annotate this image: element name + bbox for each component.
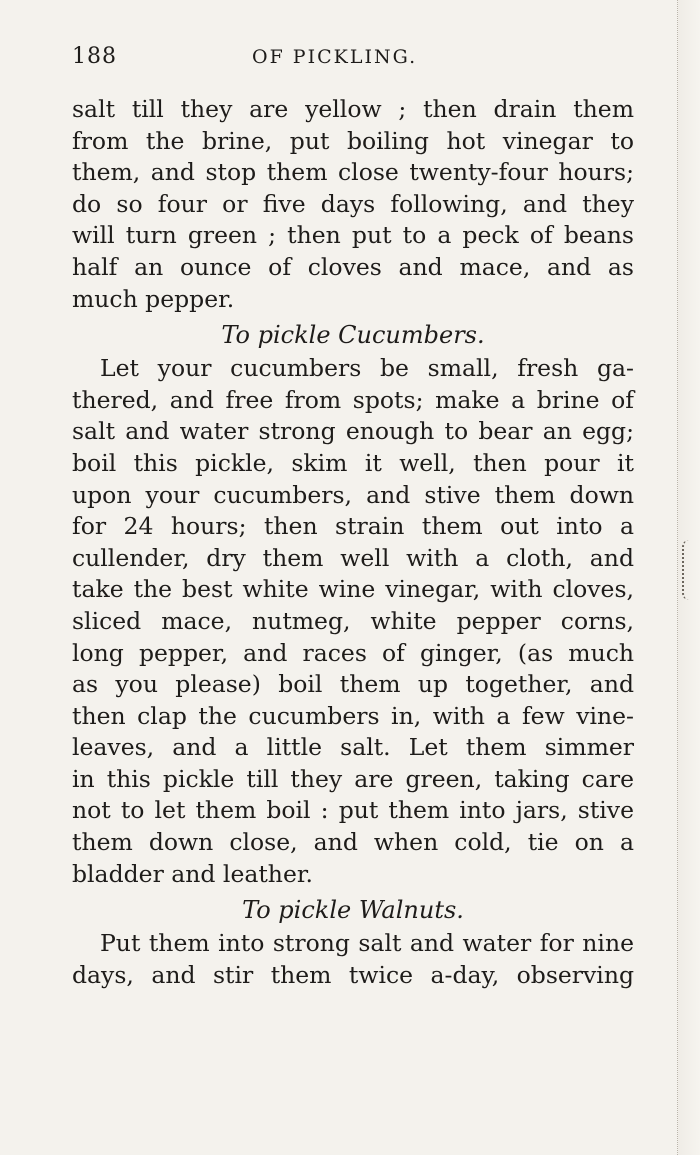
text-line: not to let them boil : put them into jars, stive — [72, 796, 634, 825]
text-line: upon your cucumbers, and stive them down — [72, 480, 634, 509]
text-line: half an ounce of cloves and mace, and as — [72, 252, 634, 281]
text-line: thered, and free from spots; make a brine of — [72, 385, 634, 414]
text-line: take the best white wine vinegar, with cloves, — [72, 575, 634, 604]
text-line: sliced mace, nutmeg, white pepper corns, — [72, 606, 634, 635]
text-line: leaves, and a little salt. Let them simmer — [72, 733, 634, 762]
section-heading-cucumbers: To pickle Cucumbers. — [221, 321, 485, 350]
text-line: as you please) boil them up together, and — [72, 670, 634, 699]
text-line: salt till they are yellow ; then drain them — [72, 95, 634, 123]
text-line: for 24 hours; then strain them out into a — [72, 512, 634, 541]
text-line: bladder and leather. — [72, 859, 313, 888]
body-text — [72, 94, 634, 991]
text-line: in this pickle till they are green, taking care — [72, 764, 634, 793]
text-line: much pepper. — [72, 284, 235, 313]
text-line: days, and stir them twice a-day, observing — [72, 960, 634, 989]
text-line: them, and stop them close twenty-four hours; — [72, 158, 634, 187]
text-line: boil this pickle, skim it well, then pour it — [72, 448, 634, 477]
text-line: them down close, and when cold, tie on a — [72, 828, 634, 857]
text-line: Put them into strong salt and water for nine — [100, 929, 634, 958]
text-line: then clap the cucumbers in, with a few vine- — [72, 701, 634, 730]
text-line: salt and water strong enough to bear an egg; — [72, 417, 634, 446]
page-header — [72, 44, 632, 74]
text-line: Let your cucumbers be small, fresh ga- — [100, 354, 634, 383]
margin-mark — [682, 540, 696, 600]
text-line: long pepper, and races of ginger, (as much — [72, 638, 634, 667]
section-heading-walnuts: To pickle Walnuts. — [242, 896, 464, 925]
text-line: will turn green ; then put to a peck of beans — [72, 221, 634, 250]
running-head: OF PICKLING. — [252, 46, 418, 68]
text-line: cullender, dry them well with a cloth, and — [72, 543, 634, 572]
page-edge — [677, 0, 700, 1155]
text-line: from the brine, put boiling hot vinegar to — [72, 126, 634, 155]
text-line: do so four or five days following, and they — [72, 189, 634, 218]
page-number: 188 — [72, 44, 117, 69]
